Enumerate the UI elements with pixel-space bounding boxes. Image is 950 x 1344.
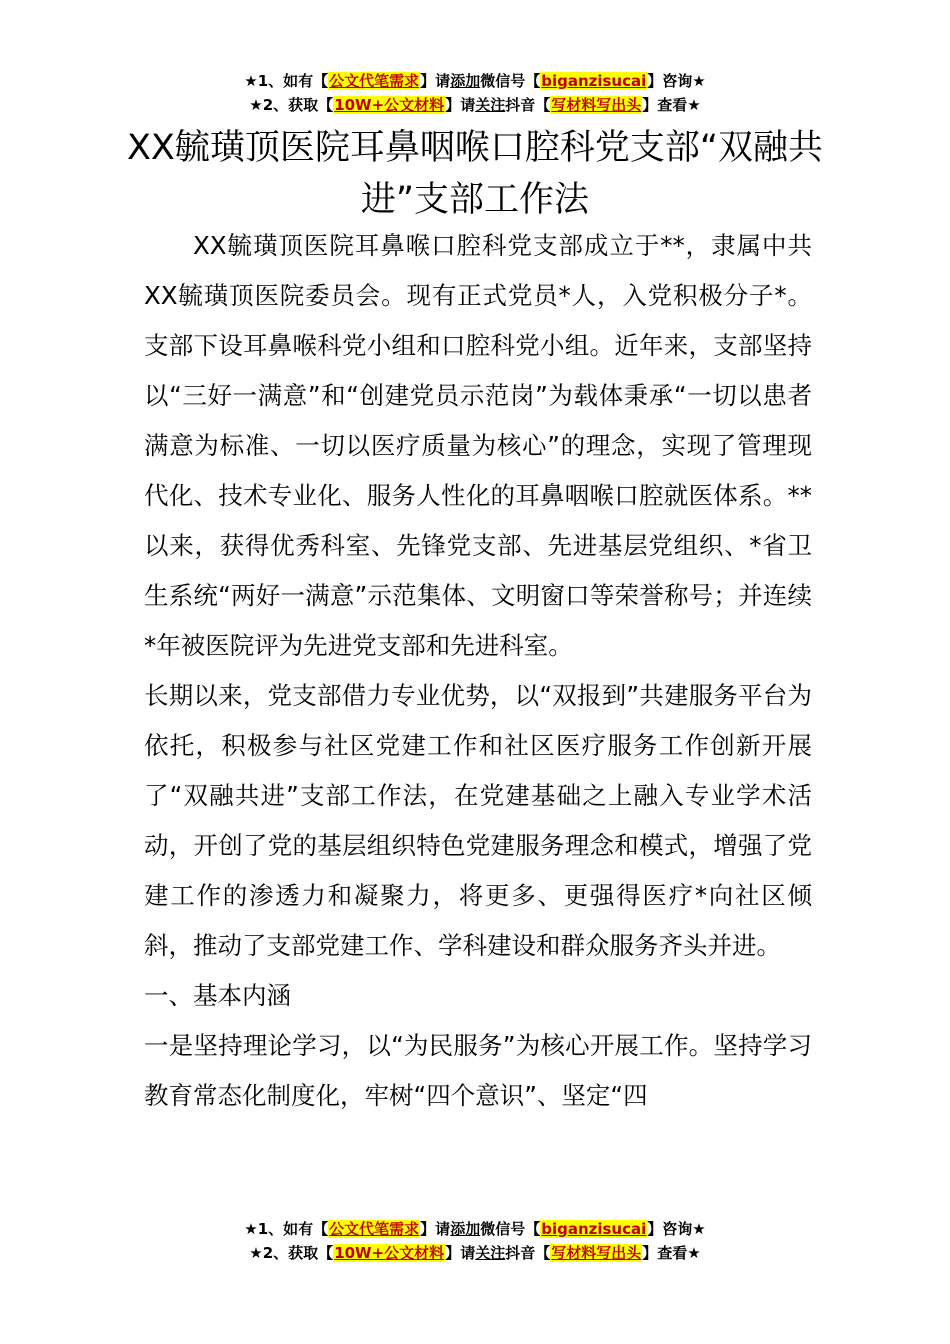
promo-text: ★1、如有【 <box>244 72 329 90</box>
promo-text: 】请 <box>445 96 476 114</box>
promo-highlight: 10W+公文材料 <box>334 1244 445 1262</box>
promo-underlined: 添加 <box>450 72 481 90</box>
promo-line-1 <box>0 69 950 93</box>
promo-text: 微信号【 <box>480 72 541 90</box>
promo-highlight: 写材料写出头 <box>551 96 642 114</box>
promo-highlight: biganzisucai <box>541 72 647 90</box>
promo-text: 】咨询★ <box>647 1220 706 1238</box>
paragraph: 一是坚持理论学习，以“为民服务”为核心开展工作。坚持学习教育常态化制度化，牢树“四个意识”、坚定“四 <box>144 1031 812 1110</box>
promo-underlined: 添加 <box>450 1220 481 1238</box>
promo-underlined: 关注 <box>475 1244 506 1262</box>
promo-text: 】查看★ <box>642 1244 701 1262</box>
promo-banner-top <box>0 69 950 117</box>
promo-text: ★2、获取【 <box>249 96 334 114</box>
promo-text: 抖音【 <box>505 1244 551 1262</box>
promo-banner-bottom <box>0 1217 950 1265</box>
promo-highlight: 公文代笔需求 <box>329 72 420 90</box>
promo-highlight: biganzisucai <box>541 1220 647 1238</box>
promo-text: 】请 <box>420 72 451 90</box>
section-heading: 一、基本内涵 <box>144 981 291 1010</box>
promo-text: ★1、如有【 <box>244 1220 329 1238</box>
paragraph: XX毓璜顶医院耳鼻喉口腔科党支部成立于**，隶属中共XX毓璜顶医院委员会。现有正式党员*人，入党积极分子*。支部下设耳鼻喉科党小组和口腔科党小组。近年来，支部坚持以“三好一满意”和“创建党员示范岗”为载体秉承“一切以患者满意为标准、一切以医疗质量为核心”的理念，实现了管理现代化、技术专业化、服务人性化的耳鼻咽喉口腔就医体系。**以来，获得优秀科室、先锋党支部、先进基层党组织、*省卫生系统“两好一满意”示范集体、文明窗口等荣誉称号；并连续*年被医院评为先进党支部和先进科室。 <box>144 231 812 660</box>
promo-highlight: 10W+公文材料 <box>334 96 445 114</box>
promo-text: ★2、获取【 <box>249 1244 334 1262</box>
promo-text: 】请 <box>445 1244 476 1262</box>
promo-line-2 <box>0 1241 950 1265</box>
promo-line-1 <box>0 1217 950 1241</box>
paragraph: 长期以来，党支部借力专业优势，以“双报到”共建服务平台为依托，积极参与社区党建工作和社区医疗服务工作创新开展了“双融共进”支部工作法，在党建基础之上融入专业学术活动，开创了党的基层组织特色党建服务理念和模式，增强了党建工作的渗透力和凝聚力，将更多、更强得医疗*向社区倾斜，推动了支部党建工作、学科建设和群众服务齐头并进。 <box>144 681 812 960</box>
document-body <box>144 221 812 1121</box>
promo-text: 】咨询★ <box>647 72 706 90</box>
promo-line-2 <box>0 93 950 117</box>
promo-highlight: 公文代笔需求 <box>329 1220 420 1238</box>
document-title: XX毓璜顶医院耳鼻咽喉口腔科党支部“双融共进”支部工作法 <box>126 128 824 220</box>
promo-text: 微信号【 <box>480 1220 541 1238</box>
promo-highlight: 写材料写出头 <box>551 1244 642 1262</box>
promo-text: 】请 <box>420 1220 451 1238</box>
promo-text: 】查看★ <box>642 96 701 114</box>
promo-text: 抖音【 <box>505 96 551 114</box>
promo-underlined: 关注 <box>475 96 506 114</box>
